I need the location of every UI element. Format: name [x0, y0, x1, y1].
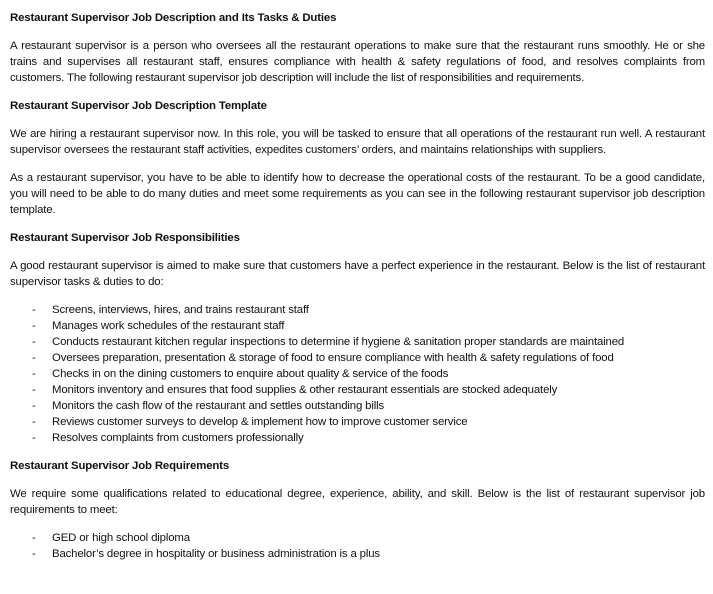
dash-bullet-icon: -	[32, 532, 36, 544]
dash-bullet-icon: -	[32, 400, 36, 412]
list-item	[10, 382, 705, 398]
list-item	[10, 302, 705, 318]
template-paragraph-1: We are hiring a restaurant supervisor now. In this role, you will be tasked to ensure that all operations of the restaurant run well. A restaurant supervisor oversees the restaurant staff activities, expedites customers’ orders, and maintains relationships with suppliers.	[10, 128, 705, 156]
requirements-heading: Restaurant Supervisor Job Requirements	[10, 460, 230, 472]
list-item	[10, 334, 705, 350]
list-item-text: Oversees preparation, presentation & storage of food to ensure compliance with health & safety regulations of food	[52, 352, 614, 364]
list-item-text: Manages work schedules of the restaurant staff	[52, 320, 285, 332]
dash-bullet-icon: -	[32, 548, 36, 560]
list-item-text: GED or high school diploma	[52, 532, 190, 544]
list-item	[10, 366, 705, 382]
list-item-text: Resolves complaints from customers professionally	[52, 432, 304, 444]
list-item-text: Reviews customer surveys to develop & implement how to improve customer service	[52, 416, 468, 428]
dash-bullet-icon: -	[32, 352, 36, 364]
list-item	[10, 414, 705, 430]
list-item	[10, 318, 705, 334]
responsibilities-intro: A good restaurant supervisor is aimed to make sure that customers have a perfect experience in the restaurant. Below is the list of restaurant supervisor tasks & duties to do:	[10, 260, 705, 288]
list-item-text: Checks in on the dining customers to enquire about quality & service of the foods	[52, 368, 449, 380]
list-item	[10, 530, 705, 546]
list-item-text: Conducts restaurant kitchen regular inspections to determine if hygiene & sanitation proper standards are maintained	[52, 336, 625, 348]
dash-bullet-icon: -	[32, 304, 36, 316]
template-paragraph-2: As a restaurant supervisor, you have to be able to identify how to decrease the operational costs of the restaurant. To be a good candidate, you will need to be able to do many duties and meet some requirements as you can see in the following restaurant supervisor job description template.	[10, 172, 705, 216]
list-item	[10, 546, 705, 562]
dash-bullet-icon: -	[32, 368, 36, 380]
dash-bullet-icon: -	[32, 384, 36, 396]
requirements-intro: We require some qualifications related to educational degree, experience, ability, and skill. Below is the list of restaurant supervisor job requirements to meet:	[10, 488, 705, 516]
dash-bullet-icon: -	[32, 432, 36, 444]
intro-paragraph: A restaurant supervisor is a person who oversees all the restaurant operations to make sure that the restaurant runs smoothly. He or she trains and supervises all restaurant staff, ensures compliance with health & safety regulations of food, and resolves complaints from customers. The following restaurant supervisor job description will include the list of responsibilities and requirements.	[10, 40, 705, 84]
list-item-text: Bachelor’s degree in hospitality or business administration is a plus	[52, 548, 380, 560]
requirements-list	[10, 530, 705, 562]
list-item-text: Monitors inventory and ensures that food supplies & other restaurant essentials are stocked adequately	[52, 384, 558, 396]
responsibilities-list	[10, 302, 705, 446]
list-item	[10, 398, 705, 414]
dash-bullet-icon: -	[32, 320, 36, 332]
dash-bullet-icon: -	[32, 416, 36, 428]
list-item	[10, 350, 705, 366]
document-title: Restaurant Supervisor Job Description and Its Tasks & Duties	[10, 12, 337, 24]
list-item-text: Screens, interviews, hires, and trains restaurant staff	[52, 304, 309, 316]
dash-bullet-icon: -	[32, 336, 36, 348]
responsibilities-heading: Restaurant Supervisor Job Responsibilities	[10, 232, 240, 244]
list-item	[10, 430, 705, 446]
list-item-text: Monitors the cash flow of the restaurant and settles outstanding bills	[52, 400, 385, 412]
template-heading: Restaurant Supervisor Job Description Template	[10, 100, 267, 112]
